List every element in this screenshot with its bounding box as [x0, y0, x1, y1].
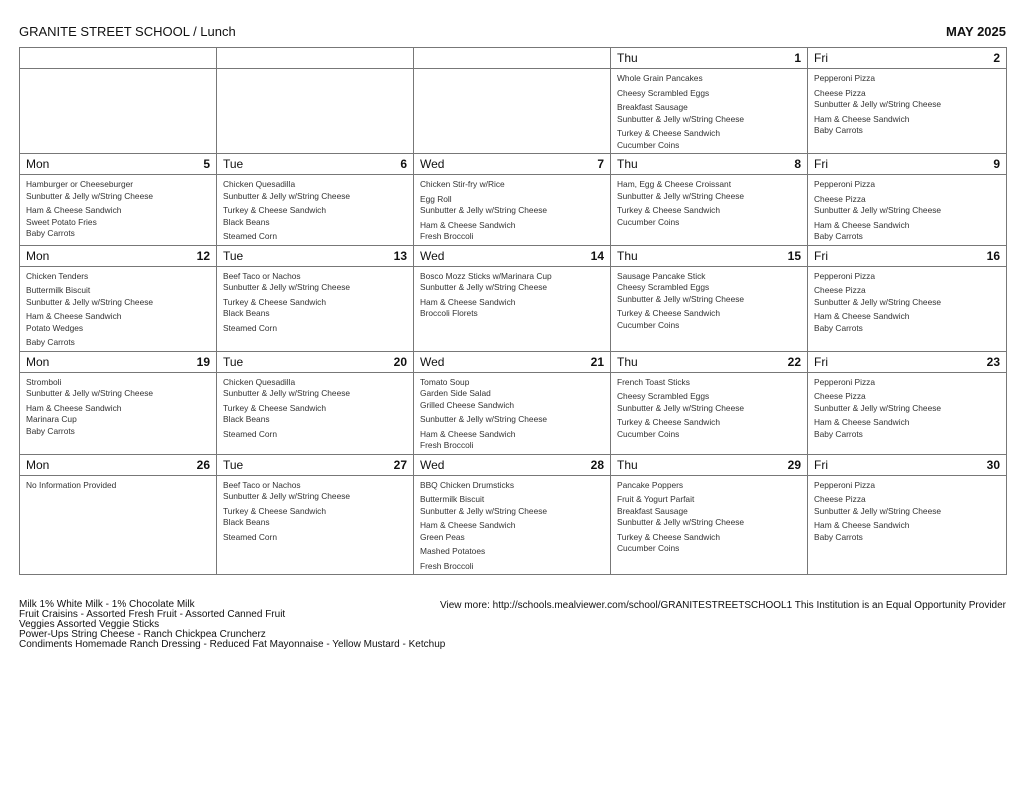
day-name: Fri: [814, 157, 828, 171]
day-number: 15: [787, 248, 801, 263]
menu-item: Baby Carrots: [814, 322, 863, 333]
day-name: Tue: [223, 354, 244, 369]
day-number: 9: [993, 157, 1000, 171]
day-menu-cell: [808, 475, 1007, 575]
menu-item: Baby Carrots: [814, 531, 863, 542]
day-number: 23: [986, 354, 1000, 369]
menu-item: Sunbutter & Jelly w/String Cheese: [26, 388, 154, 398]
menu-item: Chicken Stir-fry w/Rice: [420, 179, 505, 189]
menu-item: Sunbutter & Jelly w/String Cheese: [420, 505, 548, 516]
menu-item: Sunbutter & Jelly w/String Cheese: [617, 293, 745, 304]
day-name: Fri: [814, 248, 828, 263]
day-header-cell: [414, 154, 611, 175]
view-more-link-text: View more: http://schools.mealviewer.com/school/GRANITESTREETSCHOOL1 This Institution is an Equal Opportunity Provider: [440, 600, 1006, 611]
menu-item: Cucumber Coins: [617, 543, 680, 553]
legend-line-condiments: Condiments Homemade Ranch Dressing - Reduced Fat Mayonnaise - Yellow Mustard - Ketchup: [19, 639, 446, 650]
menu-item: Sunbutter & Jelly w/String Cheese: [420, 414, 548, 424]
day-number: 19: [196, 354, 210, 369]
week-menu-row: [20, 475, 1007, 575]
day-number: 22: [787, 354, 801, 369]
menu-item: Ham & Cheese Sandwich: [814, 113, 910, 124]
menu-item: Cucumber Coins: [617, 428, 680, 439]
menu-item: Cucumber Coins: [617, 319, 680, 330]
month-label: MAY 2025: [946, 24, 1006, 39]
day-header-cell: [808, 154, 1007, 175]
menu-item: Baby Carrots: [26, 228, 75, 238]
menu-item: Ham & Cheese Sandwich: [420, 428, 516, 439]
day-menu-cell: [611, 266, 808, 351]
day-number: 29: [787, 457, 801, 472]
day-number: 21: [590, 354, 604, 369]
day-number: 20: [393, 354, 407, 369]
day-name: Mon: [26, 157, 50, 171]
day-number: 16: [986, 248, 1000, 263]
menu-item: Sunbutter & Jelly w/String Cheese: [420, 282, 548, 292]
menu-item: Ham & Cheese Sandwich: [26, 311, 122, 321]
menu-item: Turkey & Cheese Sandwich: [617, 417, 721, 427]
menu-item: Cheese Pizza: [814, 494, 866, 504]
menu-item: Beef Taco or Nachos: [223, 479, 301, 490]
day-menu-cell: [20, 175, 217, 246]
menu-item: Tomato Soup: [420, 376, 470, 387]
menu-item: Mashed Potatoes: [420, 546, 486, 556]
day-number: 12: [196, 248, 210, 263]
menu-item: Sunbutter & Jelly w/String Cheese: [617, 517, 745, 527]
menu-item: Beef Taco or Nachos: [223, 270, 301, 281]
menu-item: Sunbutter & Jelly w/String Cheese: [223, 491, 351, 501]
menu-item: Sunbutter & Jelly w/String Cheese: [617, 402, 745, 413]
day-header-cell: [611, 154, 808, 175]
menu-item: Fresh Broccoli: [420, 560, 474, 571]
week-menu-row: [20, 372, 1007, 454]
day-name: Mon: [26, 248, 50, 263]
lunch-calendar: [19, 47, 1007, 575]
menu-item: Turkey & Cheese Sandwich: [223, 205, 327, 215]
week-header-row: [20, 245, 1007, 266]
day-menu-cell: [808, 69, 1007, 154]
day-menu-cell: [20, 372, 217, 454]
day-header-cell: [20, 48, 217, 69]
menu-item: Baby Carrots: [814, 125, 863, 135]
day-header-cell: [414, 48, 611, 69]
day-number: 13: [393, 248, 407, 263]
day-menu-cell: [414, 372, 611, 454]
menu-item: Pancake Poppers: [617, 479, 684, 490]
day-menu-cell: [20, 266, 217, 351]
menu-legend: [19, 600, 445, 650]
menu-item: Pepperoni Pizza: [814, 179, 875, 189]
menu-item: Turkey & Cheese Sandwich: [223, 402, 327, 413]
menu-item: Ham & Cheese Sandwich: [814, 520, 910, 530]
day-number: 2: [993, 51, 1000, 65]
day-menu-cell: [414, 69, 611, 154]
day-header-cell: [808, 351, 1007, 372]
menu-item: Steamed Corn: [223, 531, 277, 542]
day-menu-cell: [217, 266, 414, 351]
menu-item: Ham & Cheese Sandwich: [814, 219, 910, 230]
menu-item: Pepperoni Pizza: [814, 270, 875, 281]
day-header-cell: [611, 351, 808, 372]
menu-item: Sunbutter & Jelly w/String Cheese: [814, 205, 942, 215]
menu-item: French Toast Sticks: [617, 376, 690, 387]
day-number: 7: [597, 157, 604, 171]
day-header-cell: [808, 245, 1007, 266]
legend-line-power-ups: Power-Ups String Cheese - Ranch Chickpea Cruncherz: [19, 629, 266, 640]
menu-item: Sunbutter & Jelly w/String Cheese: [223, 190, 351, 201]
menu-item: Chicken Quesadilla: [223, 376, 296, 387]
week-header-row: [20, 351, 1007, 372]
day-menu-cell: [808, 175, 1007, 246]
day-menu-cell: [414, 475, 611, 575]
menu-item: Cheese Pizza: [814, 391, 866, 401]
day-menu-cell: [217, 175, 414, 246]
day-name: Wed: [420, 457, 445, 472]
menu-item: Ham & Cheese Sandwich: [420, 296, 516, 307]
day-header-cell: [414, 245, 611, 266]
day-name: Wed: [420, 157, 445, 171]
day-header-cell: [217, 454, 414, 475]
day-menu-cell: [20, 475, 217, 575]
menu-item: Sunbutter & Jelly w/String Cheese: [223, 388, 351, 398]
day-header-cell: [414, 351, 611, 372]
menu-item: Baby Carrots: [814, 231, 863, 241]
menu-item: Cheese Pizza: [814, 193, 866, 204]
menu-item: Pepperoni Pizza: [814, 73, 875, 83]
day-number: 1: [794, 51, 801, 65]
day-header-cell: [20, 454, 217, 475]
menu-item: Black Beans: [223, 216, 270, 227]
menu-item: Potato Wedges: [26, 322, 84, 333]
day-header-cell: [611, 245, 808, 266]
menu-item: Steamed Corn: [223, 231, 277, 241]
calendar-body: [20, 48, 1007, 575]
menu-item: Steamed Corn: [223, 428, 277, 439]
day-header-cell: [414, 454, 611, 475]
menu-item: Pepperoni Pizza: [814, 376, 875, 387]
menu-item: Buttermilk Biscuit: [420, 494, 485, 504]
day-menu-cell: [611, 175, 808, 246]
menu-item: Chicken Tenders: [26, 270, 89, 281]
day-number: 30: [986, 457, 1000, 472]
menu-item: Ham & Cheese Sandwich: [814, 417, 910, 427]
menu-item: Green Peas: [420, 531, 465, 542]
menu-item: Sunbutter & Jelly w/String Cheese: [26, 190, 154, 201]
menu-item: Sunbutter & Jelly w/String Cheese: [814, 99, 942, 109]
day-name: Tue: [223, 457, 244, 472]
day-header-cell: [611, 48, 808, 69]
day-name: Fri: [814, 51, 828, 65]
day-number: 26: [196, 457, 210, 472]
menu-item: Breakfast Sausage: [617, 505, 688, 516]
day-name: Tue: [223, 157, 244, 171]
day-number: 27: [393, 457, 407, 472]
menu-item: Sunbutter & Jelly w/String Cheese: [420, 205, 548, 215]
menu-item: Cheese Pizza: [814, 285, 866, 295]
day-name: Fri: [814, 457, 828, 472]
menu-item: No Information Provided: [26, 479, 117, 490]
day-number: 6: [400, 157, 407, 171]
legend-line-veggies: Veggies Assorted Veggie Sticks: [19, 619, 160, 630]
day-menu-cell: [611, 372, 808, 454]
menu-item: Steamed Corn: [223, 322, 277, 333]
day-name: Thu: [617, 51, 638, 65]
day-header-cell: [808, 454, 1007, 475]
day-name: Thu: [617, 354, 638, 369]
menu-item: Turkey & Cheese Sandwich: [617, 308, 721, 318]
menu-item: Sunbutter & Jelly w/String Cheese: [617, 190, 745, 201]
day-menu-cell: [414, 175, 611, 246]
menu-item: Ham & Cheese Sandwich: [420, 520, 516, 530]
menu-item: Sunbutter & Jelly w/String Cheese: [814, 505, 942, 516]
day-menu-cell: [611, 475, 808, 575]
day-header-cell: [20, 154, 217, 175]
day-header-cell: [217, 48, 414, 69]
menu-item: Turkey & Cheese Sandwich: [617, 205, 721, 215]
menu-item: Egg Roll: [420, 193, 452, 204]
menu-item: Hamburger or Cheeseburger: [26, 179, 134, 189]
day-number: 14: [590, 248, 604, 263]
menu-item: Black Beans: [223, 517, 270, 527]
day-header-cell: [217, 351, 414, 372]
menu-item: Whole Grain Pancakes: [617, 73, 703, 83]
menu-item: BBQ Chicken Drumsticks: [420, 479, 515, 490]
week-menu-row: [20, 175, 1007, 246]
menu-item: Turkey & Cheese Sandwich: [223, 296, 327, 307]
menu-item: Baby Carrots: [26, 425, 75, 436]
day-number: 5: [203, 157, 210, 171]
day-menu-cell: [611, 69, 808, 154]
menu-item: Breakfast Sausage: [617, 102, 688, 112]
week-header-row: [20, 48, 1007, 69]
menu-item: Black Beans: [223, 308, 270, 318]
day-menu-cell: [808, 266, 1007, 351]
day-number: 28: [590, 457, 604, 472]
menu-item: Baby Carrots: [26, 337, 75, 347]
day-menu-cell: [217, 475, 414, 575]
day-name: Tue: [223, 248, 244, 263]
day-name: Wed: [420, 248, 445, 263]
page-title: GRANITE STREET SCHOOL / Lunch: [19, 24, 236, 39]
menu-item: Cucumber Coins: [617, 139, 680, 150]
menu-item: Turkey & Cheese Sandwich: [617, 531, 721, 542]
menu-item: Sunbutter & Jelly w/String Cheese: [814, 402, 942, 413]
day-header-cell: [808, 48, 1007, 69]
menu-item: Chicken Quesadilla: [223, 179, 296, 189]
menu-item: Turkey & Cheese Sandwich: [223, 505, 327, 516]
menu-item: Ham & Cheese Sandwich: [26, 205, 122, 215]
week-header-row: [20, 154, 1007, 175]
day-header-cell: [217, 154, 414, 175]
menu-item: Marinara Cup: [26, 414, 77, 424]
menu-item: Ham & Cheese Sandwich: [814, 311, 910, 321]
day-menu-cell: [217, 372, 414, 454]
menu-item: Pepperoni Pizza: [814, 479, 875, 490]
menu-item: Garden Side Salad: [420, 388, 491, 398]
day-menu-cell: [217, 69, 414, 154]
day-name: Wed: [420, 354, 445, 369]
day-name: Mon: [26, 457, 50, 472]
menu-item: Cheesy Scrambled Eggs: [617, 87, 710, 98]
day-menu-cell: [20, 69, 217, 154]
menu-item: Buttermilk Biscuit: [26, 285, 91, 295]
menu-item: Broccoli Florets: [420, 308, 478, 318]
week-header-row: [20, 454, 1007, 475]
menu-item: Sweet Potato Fries: [26, 216, 97, 227]
day-name: Thu: [617, 457, 638, 472]
legend-line-milk: Milk 1% White Milk - 1% Chocolate Milk: [19, 599, 195, 610]
menu-item: Ham & Cheese Sandwich: [26, 402, 122, 413]
menu-item: Ham, Egg & Cheese Croissant: [617, 179, 732, 189]
day-header-cell: [217, 245, 414, 266]
day-header-cell: [611, 454, 808, 475]
day-name: Mon: [26, 354, 50, 369]
legend-line-fruit: Fruit Craisins - Assorted Fresh Fruit - Assorted Canned Fruit: [19, 609, 286, 620]
menu-item: Sunbutter & Jelly w/String Cheese: [814, 296, 942, 307]
menu-item: Sunbutter & Jelly w/String Cheese: [26, 296, 154, 307]
menu-item: Bosco Mozz Sticks w/Marinara Cup: [420, 270, 552, 281]
day-name: Thu: [617, 157, 638, 171]
page-header: [19, 24, 1006, 44]
day-number: 8: [794, 157, 801, 171]
day-name: Thu: [617, 248, 638, 263]
day-header-cell: [20, 245, 217, 266]
menu-item: Sunbutter & Jelly w/String Cheese: [223, 282, 351, 292]
menu-item: Cheesy Scrambled Eggs: [617, 282, 710, 292]
menu-item: Fresh Broccoli: [420, 440, 474, 450]
menu-item: Black Beans: [223, 414, 270, 424]
menu-item: Sunbutter & Jelly w/String Cheese: [617, 113, 745, 124]
day-header-cell: [20, 351, 217, 372]
menu-item: Fruit & Yogurt Parfait: [617, 494, 695, 504]
menu-item: Fresh Broccoli: [420, 231, 474, 241]
day-menu-cell: [414, 266, 611, 351]
week-menu-row: [20, 69, 1007, 154]
menu-item: Sausage Pancake Stick: [617, 270, 706, 281]
menu-item: Ham & Cheese Sandwich: [420, 219, 516, 230]
menu-item: Grilled Cheese Sandwich: [420, 399, 515, 410]
week-menu-row: [20, 266, 1007, 351]
menu-item: Turkey & Cheese Sandwich: [617, 128, 721, 138]
menu-item: Cheesy Scrambled Eggs: [617, 391, 710, 401]
day-menu-cell: [808, 372, 1007, 454]
menu-item: Cheese Pizza: [814, 87, 866, 98]
menu-item: Cucumber Coins: [617, 216, 680, 227]
menu-item: Stromboli: [26, 376, 62, 387]
day-name: Fri: [814, 354, 828, 369]
menu-item: Baby Carrots: [814, 428, 863, 439]
